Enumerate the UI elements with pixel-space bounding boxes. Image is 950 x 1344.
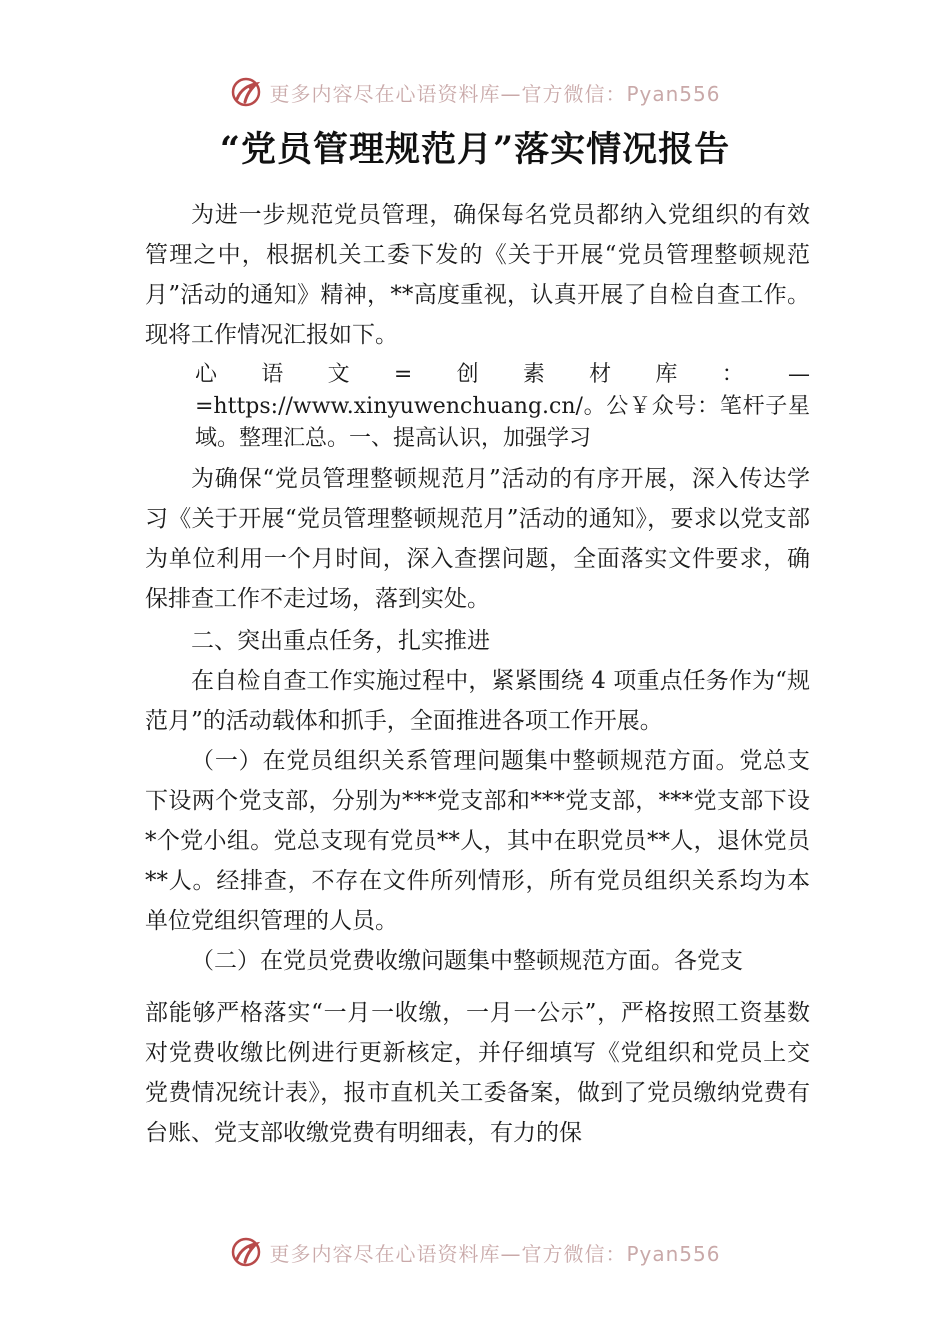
watermark-text: 更多内容尽在心语资料库—官方微信：Pyan556 — [269, 1241, 721, 1266]
footer-watermark — [0, 1232, 950, 1272]
paragraph-study: 为确保“党员管理整顿规范月”活动的有序开展，深入传达学习《关于开展“党员管理整顿规范月”活动的通知》，要求以党支部为单位利用一个月时间，深入查摆问题，全面落实文件要求，确保排查工作不走过场，落到实处。 — [145, 466, 810, 612]
watermark-text: 更多内容尽在心语资料库—官方微信：Pyan556 — [269, 81, 721, 106]
document-title: “党员管理规范月”落实情况报告 — [219, 129, 731, 170]
header-watermark — [0, 72, 950, 112]
paragraph-source-note: 心语文=创素材库：—=https://www.xinyuwenchuang.cn/。公￥众号：笔杆子星域。整理汇总。一、提高认识，加强学习 — [195, 362, 810, 451]
document-body — [145, 195, 810, 1153]
paragraph-intro: 为进一步规范党员管理，确保每名党员都纳入党组织的有效管理之中，根据机关工委下发的《关于开展“党员管理整顿规范月”活动的通知》精神，**高度重视，认真开展了自检自查工作。现将工作情况汇报如下。 — [145, 202, 810, 348]
paragraph-tasks: 在自检自查工作实施过程中，紧紧围绕 4 项重点任务作为“规范月”的活动载体和抓手，全面推进各项工作开展。 — [145, 668, 810, 734]
paragraph-item-2-cont: 部能够严格落实“一月一收缴，一月一公示”，严格按照工资基数对党费收缴比例进行更新核定，并仔细填写《党组织和党员上交党费情况统计表》，报市直机关工委备案，做到了党员缴纳党费有台账、党支部收缴党费有明细表，有力的保 — [145, 1000, 810, 1146]
paragraph-item-2-start: （二）在党员党费收缴问题集中整顿规范方面。各党支 — [191, 948, 743, 974]
section-heading-2: 二、突出重点任务，扎实推进 — [191, 628, 490, 654]
brand-logo-icon — [229, 1235, 263, 1269]
brand-logo-icon — [229, 75, 263, 109]
paragraph-item-1: （一）在党员组织关系管理问题集中整顿规范方面。党总支下设两个党支部，分别为***党支部和***党支部，***党支部下设*个党小组。党总支现有党员**人，其中在职党员**人，退休党员**人。经排查，不存在文件所列情形，所有党员组织关系均为本单位党组织管理的人员。 — [145, 748, 810, 934]
